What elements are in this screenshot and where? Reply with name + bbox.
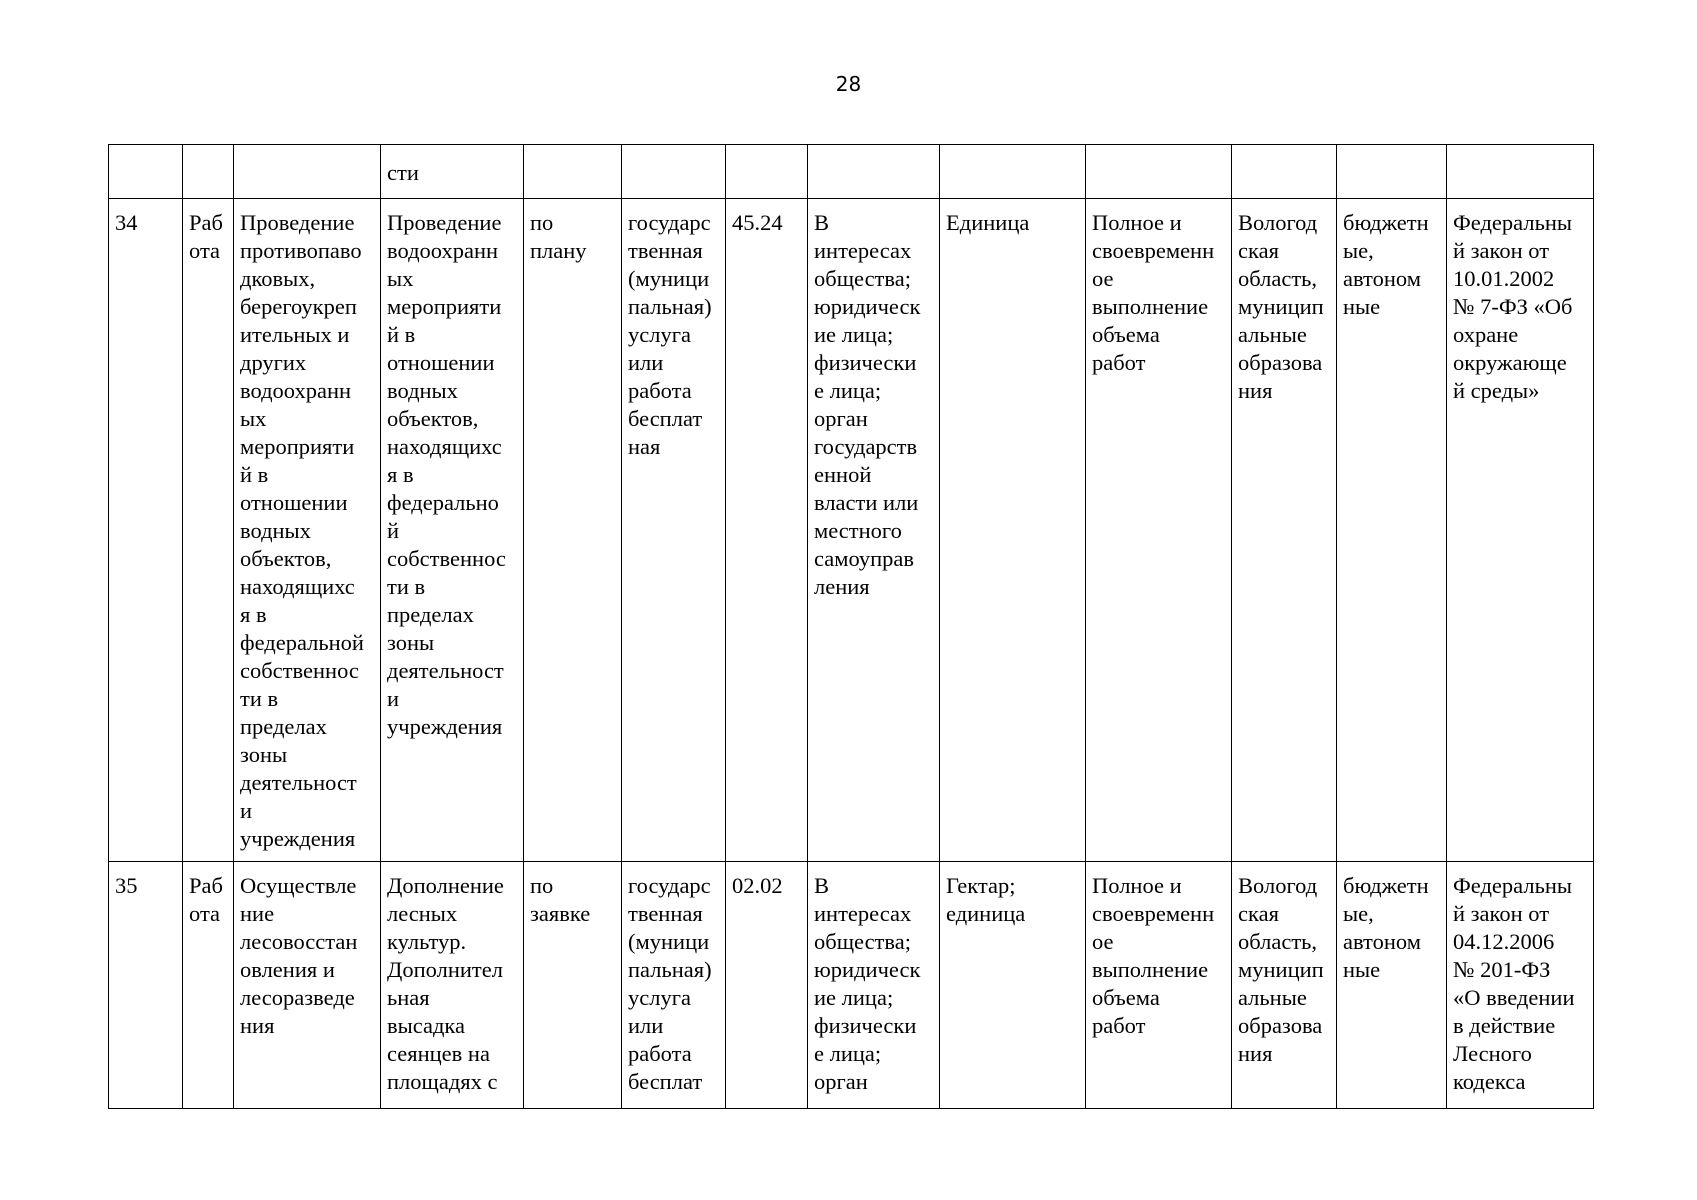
cell-unit: Единица [940, 199, 1086, 862]
cell-territory: Вологод ская область, муницип альные образова ния [1232, 199, 1337, 862]
cell-consumers [808, 145, 940, 199]
cell-consumers: В интересах общества; юридическ ие лица; физически е лица; орган государств енной власти или местного самоуправ ления [808, 199, 940, 862]
cell-service-kind: государс твенная (муници пальная) услуга или работа бесплат [622, 862, 726, 1109]
cell-legal-basis: Федеральны й закон от 10.01.2002 № 7-ФЗ «Об охране окружающе й среды» [1447, 199, 1594, 862]
cell-institution-type: бюджетн ые, автоном ные [1337, 862, 1447, 1109]
cell-service-kind [622, 145, 726, 199]
cell-quality [1086, 145, 1232, 199]
cell-territory: Вологод ская область, муницип альные образова ния [1232, 862, 1337, 1109]
cell-code: 45.24 [726, 199, 808, 862]
cell-institution-type [1337, 145, 1447, 199]
cell-type: Раб ота [183, 862, 234, 1109]
cell-type: Раб ота [183, 199, 234, 862]
cell-code: 02.02 [726, 862, 808, 1109]
cell-number: 34 [109, 199, 183, 862]
cell-unit [940, 145, 1086, 199]
cell-number [109, 145, 183, 199]
cell-content: сти [381, 145, 524, 199]
page-number: 28 [835, 72, 862, 96]
services-registry-table [108, 144, 1594, 1109]
cell-legal-basis: Федеральны й закон от 04.12.2006 № 201-ФЗ «О введении в действие Лесного кодекса [1447, 862, 1594, 1109]
cell-content: Проведение водоохранн ых мероприяти й в отношении водных объектов, находящихс я в федерально й собственнос ти в пределах зоны деятельност и учреждения [381, 199, 524, 862]
cell-consumers: В интересах общества; юридическ ие лица; физически е лица; орган [808, 862, 940, 1109]
cell-quality: Полное и своевременн ое выполнение объема работ [1086, 862, 1232, 1109]
cell-basis: по заявке [524, 862, 622, 1109]
cell-service-kind: государс твенная (муници пальная) услуга или работа бесплат ная [622, 199, 726, 862]
cell-name: Проведение противопаво дковых, берегоукреп ительных и других водоохранн ых мероприяти й в отношении водных объектов, находящихс я в федеральной собственнос ти в пределах зоны деятельност и учреждения [234, 199, 381, 862]
cell-name [234, 145, 381, 199]
table-row-continuation [109, 145, 1594, 199]
table-row-35 [109, 862, 1594, 1109]
cell-code [726, 145, 808, 199]
cell-institution-type: бюджетн ые, автоном ные [1337, 199, 1447, 862]
cell-name: Осуществле ние лесовосстан овления и лесоразведе ния [234, 862, 381, 1109]
cell-type [183, 145, 234, 199]
cell-unit: Гектар; единица [940, 862, 1086, 1109]
cell-number: 35 [109, 862, 183, 1109]
cell-territory [1232, 145, 1337, 199]
cell-quality: Полное и своевременн ое выполнение объема работ [1086, 199, 1232, 862]
cell-legal-basis [1447, 145, 1594, 199]
table-row-34 [109, 199, 1594, 862]
cell-basis [524, 145, 622, 199]
cell-basis: по плану [524, 199, 622, 862]
cell-content: Дополнение лесных культур. Дополнител ьная высадка сеянцев на площадях с [381, 862, 524, 1109]
